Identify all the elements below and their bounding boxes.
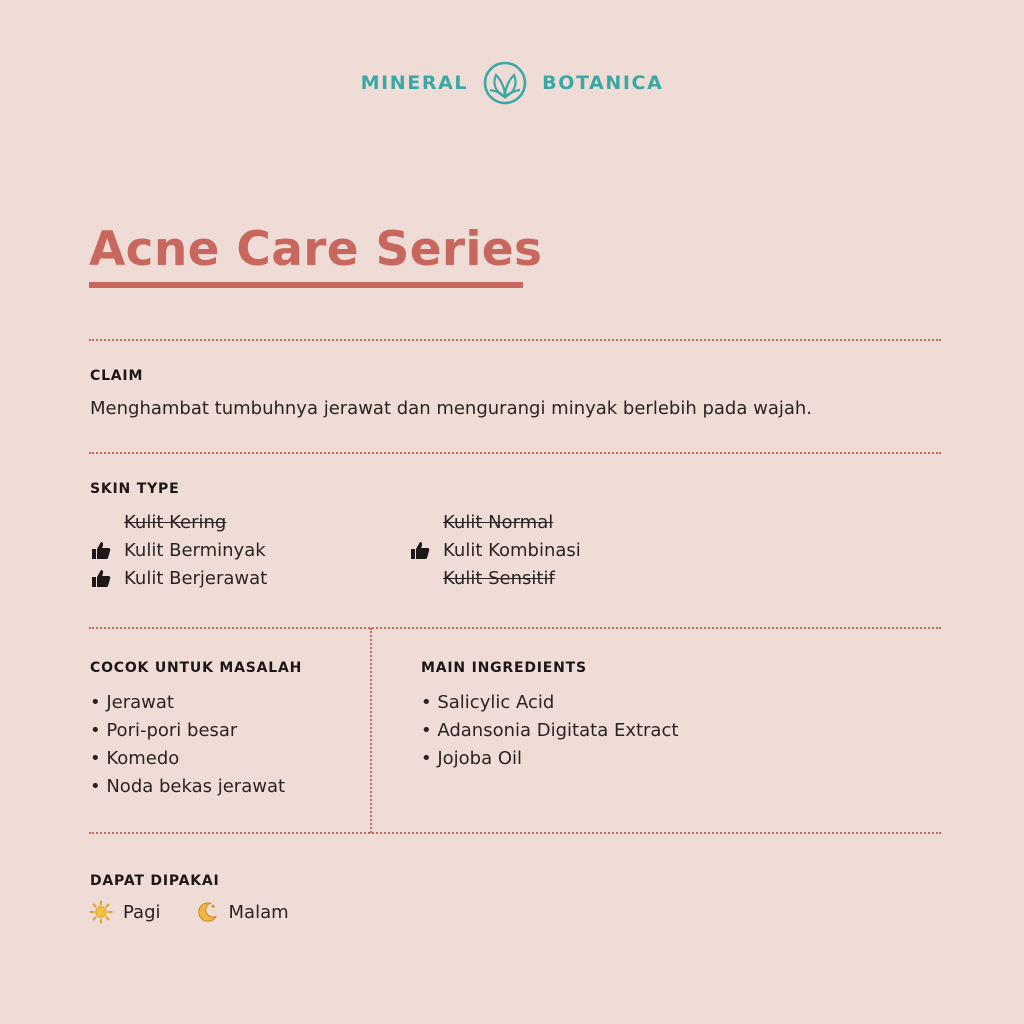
thumbs-up-icon	[409, 539, 431, 561]
skin-type-label: Kulit Berjerawat	[124, 567, 268, 589]
usage-morning	[89, 900, 161, 924]
skin-type-item	[409, 509, 553, 535]
claim-text: Menghambat tumbuhnya jerawat dan mengurangi minyak berlebih pada wajah.	[90, 398, 813, 419]
divider-skin-type	[89, 627, 941, 629]
divider-ingredients	[89, 832, 941, 834]
ingredients-heading: MAIN INGREDIENTS	[421, 660, 587, 676]
problems-heading: COCOK UNTUK MASALAH	[90, 660, 303, 676]
page-title: Acne Care Series	[89, 222, 543, 277]
skin-type-item	[409, 537, 581, 563]
divider-vertical	[370, 628, 372, 833]
skin-type-heading: SKIN TYPE	[90, 481, 180, 497]
brand-logo	[0, 58, 1024, 108]
skin-type-label: Kulit Sensitif	[443, 567, 555, 589]
skin-type-label: Kulit Normal	[443, 511, 554, 533]
thumbs-up-icon	[90, 539, 112, 561]
skin-type-item	[409, 565, 555, 591]
brand-name-left: MINERAL	[360, 72, 469, 94]
skin-type-item	[90, 537, 266, 563]
skin-type-item	[90, 565, 267, 591]
divider-top	[89, 339, 941, 341]
thumbs-up-icon	[90, 567, 112, 589]
moon-icon	[195, 900, 219, 924]
claim-heading: CLAIM	[90, 368, 144, 384]
brand-name-right: BOTANICA	[542, 72, 664, 94]
sun-icon	[89, 900, 113, 924]
title-block	[89, 222, 542, 277]
list-item: • Jerawat	[90, 689, 285, 717]
usage-night	[195, 900, 289, 924]
leaf-logo-icon	[482, 60, 528, 106]
usage-night-label: Malam	[228, 901, 289, 923]
title-underline	[89, 282, 523, 288]
list-item: • Komedo	[90, 745, 285, 773]
skin-type-label: Kulit Kombinasi	[443, 539, 581, 561]
usage-heading: DAPAT DIPAKAI	[90, 873, 220, 889]
problems-list	[90, 689, 285, 801]
divider-claim	[89, 452, 941, 454]
skin-type-label: Kulit Kering	[124, 511, 227, 533]
skin-type-label: Kulit Berminyak	[124, 539, 266, 561]
ingredients-list	[421, 689, 678, 773]
list-item: • Noda bekas jerawat	[90, 773, 285, 801]
skin-type-item	[90, 509, 226, 535]
usage-row	[89, 900, 323, 924]
list-item: • Jojoba Oil	[421, 745, 678, 773]
list-item: • Adansonia Digitata Extract	[421, 717, 678, 745]
list-item: • Pori-pori besar	[90, 717, 285, 745]
list-item: • Salicylic Acid	[421, 689, 678, 717]
usage-morning-label: Pagi	[123, 901, 161, 923]
